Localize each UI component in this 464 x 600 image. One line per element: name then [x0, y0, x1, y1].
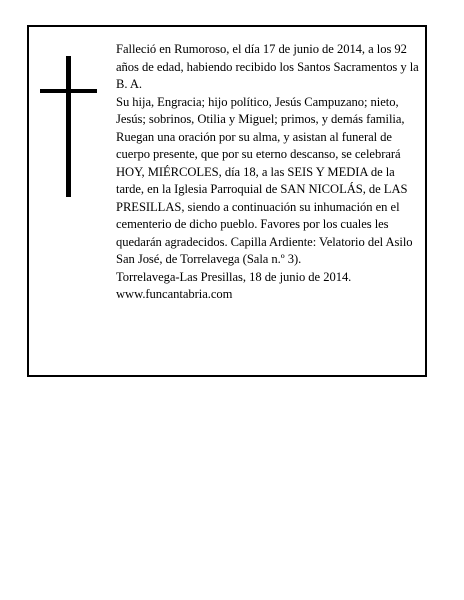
- funeral-details: Ruegan una oración por su alma, y asistan al funeral de cuerpo presente, que por su eterno descanso, se celebrará HOY, MIÉRCOLES, día 18, a las SEIS Y MEDIA de la tarde, en la Iglesia Parroquial de SAN NICOLÁS, de LAS PRESILLAS, siendo a continuación su inhumación en el cementerio de dicho pueblo. Favores por los cuales les quedarán agradecidos. Capilla Ardiente: Velatorio del Asilo San José, de Torrelavega (Sala n.º 3).: [116, 129, 413, 266]
- death-announcement: Falleció en Rumoroso, el día 17 de junio de 2014, a los 92 años de edad, habiendo recibido los Santos Sacramentos y la B. A.: [116, 42, 419, 91]
- cross-horizontal-bar: [40, 89, 97, 93]
- cross-vertical-bar: [66, 56, 71, 197]
- family-list: Su hija, Engracia; hijo político, Jesús Campuzano; nieto, Jesús; sobrinos, Otilia y Miguel; primos, y demás familia,: [116, 94, 405, 126]
- obituary-notice: [27, 25, 427, 377]
- place-date: Torrelavega-Las Presillas, 18 de junio de 2014.: [116, 269, 352, 284]
- obituary-text: [116, 41, 421, 304]
- website: www.funcantabria.com: [116, 287, 233, 301]
- latin-cross-icon: [40, 56, 97, 197]
